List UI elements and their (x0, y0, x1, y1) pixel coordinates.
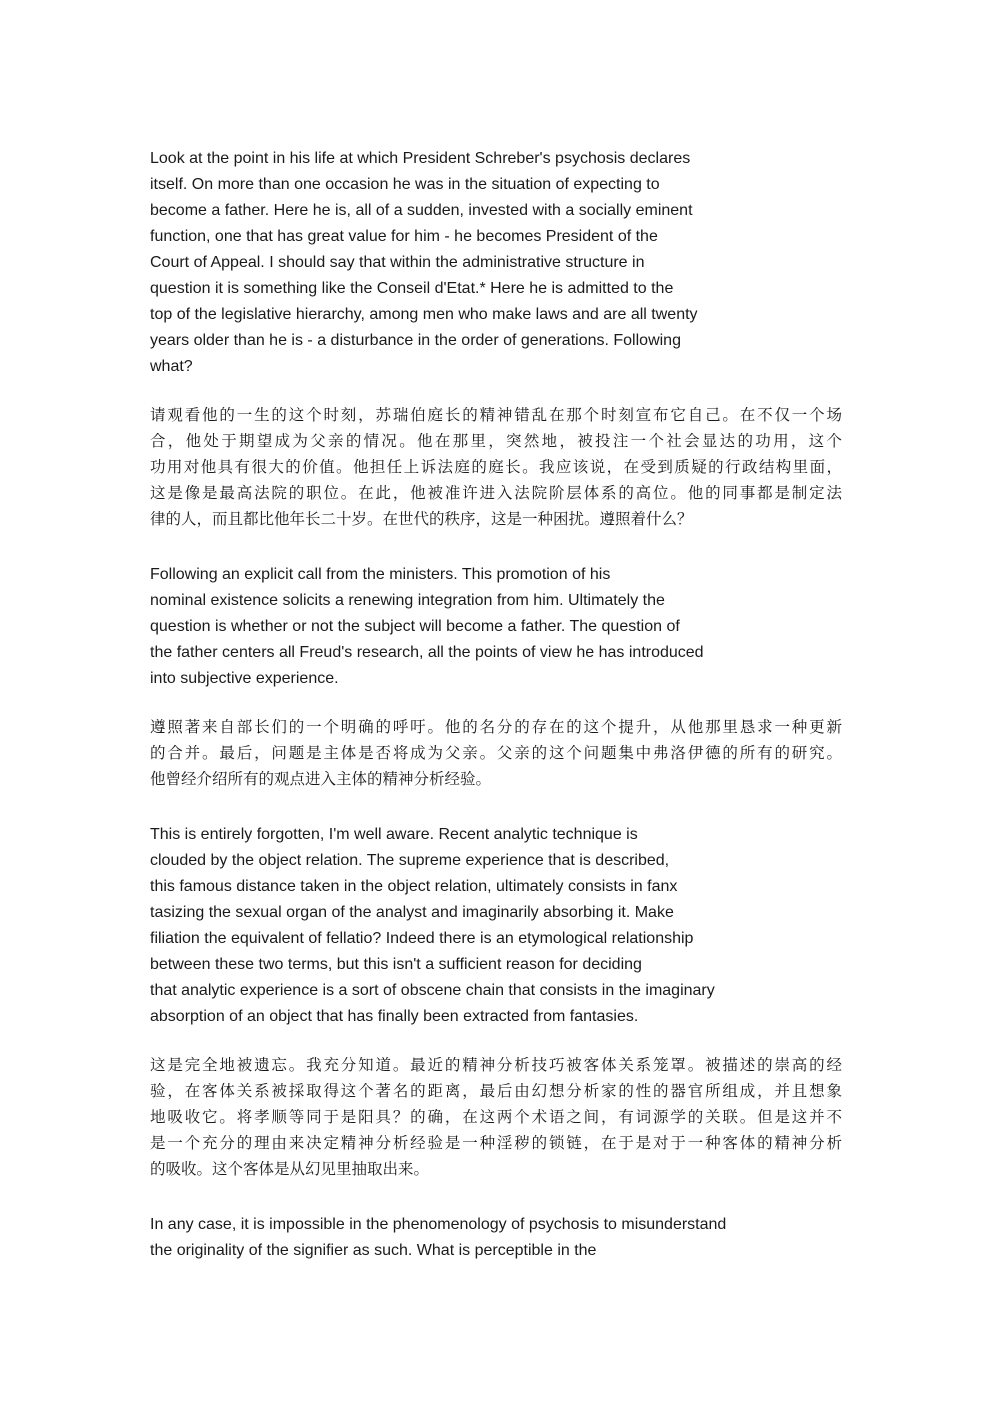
text-line: 遵照著来自部长们的一个明确的呼吁。他的名分的存在的这个提升，从他那里恳求一种更新 (150, 718, 842, 736)
paragraph-spacer (150, 1030, 850, 1052)
text-line: years older than he is - a disturbance in the order of generations. Following (150, 332, 681, 349)
text-line: itself. On more than one occasion he was in the situation of expecting to (150, 176, 660, 193)
text-line: the originality of the signifier as such. What is perceptible in the (150, 1242, 597, 1259)
text-line: 律的人，而且都比他年长二十岁。在世代的秩序，这是一种困扰。遵照着什么？ (150, 510, 693, 528)
text-line: 合，他处于期望成为父亲的情况。他在那里，突然地，被投注一个社会显达的功用，这个 (150, 432, 842, 450)
text-line: 功用对他具有很大的价值。他担任上诉法庭的庭长。我应该说，在受到质疑的行政结构里面， (150, 458, 842, 476)
paragraph-english-1 (150, 146, 850, 380)
paragraph-chinese-3 (150, 1052, 842, 1182)
text-line: 这是完全地被遗忘。我充分知道。最近的精神分析技巧被客体关系笼罩。被描述的崇高的经 (150, 1056, 842, 1074)
text-line: function, one that has great value for him - he becomes President of the (150, 228, 658, 245)
text-line: Court of Appeal. I should say that within the administrative structure in (150, 254, 645, 271)
paragraph-spacer (150, 792, 850, 822)
text-line: into subjective experience. (150, 670, 339, 687)
paragraph-english-4 (150, 1212, 850, 1264)
text-line: the father centers all Freud's research, all the points of view he has introduced (150, 644, 704, 661)
paragraph-chinese-1 (150, 402, 842, 532)
document-page (150, 146, 850, 1264)
text-line: question is whether or not the subject will become a father. The question of (150, 618, 680, 635)
text-line: what? (150, 358, 193, 375)
text-line: become a father. Here he is, all of a sudden, invested with a socially eminent (150, 202, 693, 219)
paragraph-spacer (150, 1182, 850, 1212)
paragraph-english-3 (150, 822, 850, 1030)
text-line: filiation the equivalent of fellatio? Indeed there is an etymological relationship (150, 930, 694, 947)
paragraph-spacer (150, 532, 850, 562)
text-line: 的合并。最后，问题是主体是否将成为父亲。父亲的这个问题集中弗洛伊德的所有的研究。 (150, 744, 842, 762)
text-line: 他曾经介绍所有的观点进入主体的精神分析经验。 (150, 770, 492, 788)
text-line: 验，在客体关系被採取得这个著名的距离，最后由幻想分析家的性的器官所组成，并且想象 (150, 1082, 842, 1100)
paragraph-spacer (150, 692, 850, 714)
text-line: absorption of an object that has finally been extracted from fantasies. (150, 1008, 639, 1025)
text-line: Following an explicit call from the ministers. This promotion of his (150, 566, 611, 583)
text-line: 请观看他的一生的这个时刻，苏瑞伯庭长的精神错乱在那个时刻宣布它自己。在不仅一个场 (150, 406, 842, 424)
text-line: top of the legislative hierarchy, among men who make laws and are all twenty (150, 306, 698, 323)
text-line: nominal existence solicits a renewing integration from him. Ultimately the (150, 592, 665, 609)
text-line: clouded by the object relation. The supreme experience that is described, (150, 852, 670, 869)
text-line: that analytic experience is a sort of obscene chain that consists in the imaginary (150, 982, 715, 999)
paragraph-english-2 (150, 562, 850, 692)
text-line: question it is something like the Conseil d'Etat.* Here he is admitted to the (150, 280, 674, 297)
text-line: tasizing the sexual organ of the analyst and imaginarily absorbing it. Make (150, 904, 674, 921)
text-line: 这是像是最高法院的职位。在此，他被准许进入法院阶层体系的高位。他的同事都是制定法 (150, 484, 842, 502)
text-line: Look at the point in his life at which President Schreber's psychosis declares (150, 150, 691, 167)
text-line: 地吸收它。将孝顺等同于是阳具？的确，在这两个术语之间，有词源学的关联。但是这并不 (150, 1108, 842, 1126)
text-line: this famous distance taken in the object relation, ultimately consists in fanx (150, 878, 678, 895)
text-line: 的吸收。这个客体是从幻见里抽取出来。 (150, 1160, 430, 1178)
text-line: 是一个充分的理由来决定精神分析经验是一种淫秽的锁链，在于是对于一种客体的精神分析 (150, 1134, 842, 1152)
paragraph-spacer (150, 380, 850, 402)
text-line: This is entirely forgotten, I'm well aware. Recent analytic technique is (150, 826, 638, 843)
text-line: between these two terms, but this isn't a sufficient reason for deciding (150, 956, 642, 973)
paragraph-chinese-2 (150, 714, 842, 792)
text-line: In any case, it is impossible in the phenomenology of psychosis to misunderstand (150, 1216, 727, 1233)
